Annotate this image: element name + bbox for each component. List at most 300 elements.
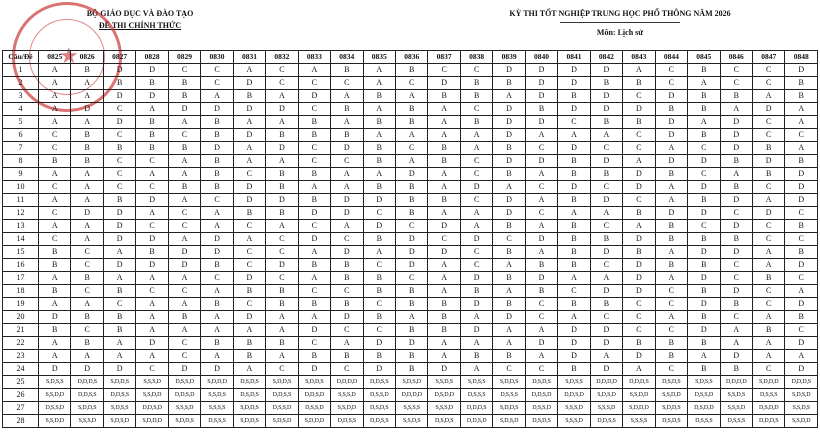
answer-cell: C xyxy=(71,246,103,259)
answer-cell: A xyxy=(525,246,557,259)
answer-cell: C xyxy=(720,77,752,90)
answer-cell: S,D,S,D xyxy=(785,389,818,402)
answer-cell: A xyxy=(623,363,655,376)
answer-cell: D xyxy=(298,207,330,220)
answer-cell: S,D,D,S xyxy=(266,376,298,389)
table-row xyxy=(3,155,818,168)
answer-cell: C xyxy=(233,298,265,311)
answer-cell: B xyxy=(688,90,720,103)
answer-cell: C xyxy=(752,116,784,129)
answer-cell: C xyxy=(395,142,427,155)
answer-cell: A xyxy=(136,168,168,181)
question-number: 22 xyxy=(3,337,39,350)
answer-cell: A xyxy=(266,220,298,233)
answer-cell: A xyxy=(136,103,168,116)
answer-cell: D xyxy=(460,233,492,246)
answer-cell: C xyxy=(590,259,622,272)
answer-cell: S,D,D,S xyxy=(103,376,135,389)
answer-cell: D xyxy=(103,220,135,233)
answer-cell: S,S,S,S xyxy=(623,415,655,428)
answer-cell: A xyxy=(103,337,135,350)
answer-cell: C xyxy=(655,285,687,298)
answer-cell: S,S,D,S xyxy=(428,376,460,389)
answer-cell: A xyxy=(623,64,655,77)
answer-cell: D xyxy=(558,324,590,337)
answer-cell: A xyxy=(39,337,71,350)
answer-cell: D xyxy=(136,259,168,272)
answer-cell: B xyxy=(460,90,492,103)
answer-cell: B xyxy=(395,181,427,194)
exam-code-header: 0836 xyxy=(395,51,427,64)
answer-cell: C xyxy=(460,103,492,116)
answer-cell: D xyxy=(720,350,752,363)
answer-cell: A xyxy=(655,142,687,155)
answer-cell: S,S,D,S xyxy=(720,389,752,402)
answer-cell: B xyxy=(688,194,720,207)
answer-cell: C xyxy=(233,220,265,233)
answer-cell: C xyxy=(752,363,784,376)
answer-cell: C xyxy=(103,129,135,142)
question-number: 13 xyxy=(3,220,39,233)
answer-cell: D,S,S,S xyxy=(493,389,525,402)
answer-cell: B xyxy=(71,311,103,324)
answer-cell: D xyxy=(136,64,168,77)
answer-cell: A xyxy=(428,259,460,272)
answer-cell: D,S,D,S xyxy=(363,402,395,415)
answer-cell: C xyxy=(590,142,622,155)
answer-cell: S,D,D,S xyxy=(493,402,525,415)
answer-cell: D xyxy=(428,363,460,376)
answer-rows xyxy=(3,64,818,428)
answer-cell: A xyxy=(331,90,363,103)
answer-cell: B xyxy=(428,90,460,103)
table-row xyxy=(3,142,818,155)
answer-cell: C xyxy=(493,363,525,376)
answer-cell: D xyxy=(460,272,492,285)
answer-cell: B xyxy=(233,350,265,363)
answer-cell: D xyxy=(752,207,784,220)
answer-cell: C xyxy=(168,220,200,233)
answer-cell: D xyxy=(558,181,590,194)
answer-cell: B xyxy=(493,272,525,285)
answer-cell: B xyxy=(233,337,265,350)
answer-cell: D xyxy=(525,64,557,77)
answer-cell: C xyxy=(331,324,363,337)
answer-cell: A xyxy=(71,194,103,207)
answer-cell: D,D,S,S xyxy=(71,389,103,402)
answer-cell: A xyxy=(428,129,460,142)
answer-cell: C xyxy=(460,259,492,272)
answer-cell: C xyxy=(39,181,71,194)
answer-cell: A xyxy=(460,363,492,376)
answer-cell: A xyxy=(39,90,71,103)
issuer-block xyxy=(40,8,240,32)
answer-cell: A xyxy=(428,168,460,181)
answer-cell: B xyxy=(233,90,265,103)
answer-cell: S,S,D,D xyxy=(39,389,71,402)
answer-cell: D xyxy=(493,129,525,142)
answer-cell: B xyxy=(266,181,298,194)
answer-cell: B xyxy=(752,272,784,285)
answer-cell: A xyxy=(428,181,460,194)
answer-cell: S,D,S,S xyxy=(460,376,492,389)
answer-cell: D,D,D,S xyxy=(623,376,655,389)
answer-cell: C xyxy=(395,272,427,285)
answer-cell: S,S,S,D xyxy=(136,376,168,389)
answer-cell: B xyxy=(785,90,818,103)
answer-cell: A xyxy=(39,64,71,77)
answer-cell: C xyxy=(71,324,103,337)
exam-code-header: 0842 xyxy=(590,51,622,64)
answer-cell: D xyxy=(623,272,655,285)
subject-line xyxy=(430,27,810,39)
answer-cell: D,D,S,D xyxy=(558,389,590,402)
answer-cell: A xyxy=(331,220,363,233)
answer-cell: A xyxy=(688,350,720,363)
answer-cell: B xyxy=(103,285,135,298)
answer-cell: B xyxy=(298,298,330,311)
answer-cell: A xyxy=(39,77,71,90)
answer-cell: A xyxy=(39,194,71,207)
answer-cell: A xyxy=(136,207,168,220)
answer-cell: D xyxy=(395,168,427,181)
answer-cell: D xyxy=(752,103,784,116)
answer-cell: A xyxy=(720,103,752,116)
answer-cell: A xyxy=(233,363,265,376)
answer-cell: D xyxy=(363,337,395,350)
answer-cell: A xyxy=(752,246,784,259)
answer-cell: C xyxy=(298,103,330,116)
answer-cell: B xyxy=(428,324,460,337)
table-row xyxy=(3,376,818,389)
answer-cell: A xyxy=(428,285,460,298)
answer-cell: B xyxy=(655,259,687,272)
answer-cell: A xyxy=(39,298,71,311)
answer-cell: A xyxy=(168,168,200,181)
answer-cell: C xyxy=(623,129,655,142)
answer-cell: D,S,S,S xyxy=(460,389,492,402)
answer-cell: C xyxy=(39,233,71,246)
answer-cell: C xyxy=(525,311,557,324)
answer-cell: A xyxy=(395,90,427,103)
answer-cell: A xyxy=(525,168,557,181)
answer-cell: C xyxy=(590,220,622,233)
answer-cell: B xyxy=(266,168,298,181)
answer-cell: A xyxy=(720,324,752,337)
answer-cell: A xyxy=(168,272,200,285)
question-number: 21 xyxy=(3,324,39,337)
answer-cell: B xyxy=(558,233,590,246)
answer-cell: A xyxy=(266,350,298,363)
answer-cell: A xyxy=(363,129,395,142)
answer-cell: B xyxy=(428,142,460,155)
answer-cell: D,S,D,S xyxy=(525,415,557,428)
answer-cell: D xyxy=(201,363,233,376)
answer-cell: D xyxy=(201,103,233,116)
answer-cell: B xyxy=(493,298,525,311)
answer-cell: D xyxy=(720,220,752,233)
answer-cell: C xyxy=(785,324,818,337)
answer-cell: B xyxy=(136,77,168,90)
answer-cell: B xyxy=(331,103,363,116)
answer-cell: B xyxy=(395,116,427,129)
answer-cell: D xyxy=(688,181,720,194)
answer-cell: B xyxy=(298,350,330,363)
answer-cell: B xyxy=(688,103,720,116)
answer-cell: B xyxy=(331,129,363,142)
ministry-name: BỘ GIÁO DỤC VÀ ĐÀO TẠO xyxy=(86,9,194,18)
answer-cell: C xyxy=(363,207,395,220)
table-row xyxy=(3,181,818,194)
answer-cell: S,D,S,S xyxy=(39,376,71,389)
answer-cell: C xyxy=(136,363,168,376)
answer-cell: B xyxy=(266,129,298,142)
answer-cell: A xyxy=(103,272,135,285)
answer-cell: D,S,S,D xyxy=(525,402,557,415)
answer-cell: B xyxy=(298,116,330,129)
answer-cell: D xyxy=(395,337,427,350)
answer-cell: B xyxy=(590,233,622,246)
answer-cell: C xyxy=(201,194,233,207)
answer-cell: B xyxy=(201,337,233,350)
answer-cell: D xyxy=(39,363,71,376)
answer-cell: D xyxy=(590,285,622,298)
answer-cell: D xyxy=(298,363,330,376)
answer-cell: B xyxy=(428,194,460,207)
answer-cell: A xyxy=(233,233,265,246)
answer-cell: C xyxy=(720,207,752,220)
answer-cell: B xyxy=(103,194,135,207)
answer-cell: B xyxy=(623,337,655,350)
answer-cell: C xyxy=(623,90,655,103)
answer-cell: A xyxy=(525,350,557,363)
answer-cell: C xyxy=(71,285,103,298)
table-row xyxy=(3,90,818,103)
answer-cell: D xyxy=(590,363,622,376)
answer-cell: D xyxy=(525,77,557,90)
answer-cell: A xyxy=(623,155,655,168)
answer-cell: C xyxy=(298,337,330,350)
answer-cell: B xyxy=(590,298,622,311)
answer-cell: D xyxy=(331,194,363,207)
answer-cell: B xyxy=(752,324,784,337)
answer-cell: D,S,S,S xyxy=(201,415,233,428)
answer-cell: S,S,D,D xyxy=(39,415,71,428)
answer-cell: B xyxy=(331,298,363,311)
answer-cell: D,D,D,D xyxy=(720,376,752,389)
answer-cell: C xyxy=(395,220,427,233)
exam-code-header: 0840 xyxy=(525,51,557,64)
answer-cell: A xyxy=(71,350,103,363)
answer-cell: S,S,S,S xyxy=(395,402,427,415)
answer-cell: B xyxy=(266,207,298,220)
answer-cell: A xyxy=(525,129,557,142)
answer-cell: A xyxy=(428,272,460,285)
answer-cell: D,D,S,S xyxy=(103,389,135,402)
answer-cell: B xyxy=(460,116,492,129)
exam-code-header: 0835 xyxy=(363,51,395,64)
answer-cell: A xyxy=(752,350,784,363)
answer-cell: D xyxy=(525,272,557,285)
answer-cell: A xyxy=(39,272,71,285)
answer-cell: A xyxy=(460,311,492,324)
answer-cell: S,D,D,D xyxy=(201,376,233,389)
answer-cell: B xyxy=(493,168,525,181)
answer-cell: B xyxy=(201,168,233,181)
answer-cell: A xyxy=(103,246,135,259)
answer-cell: A xyxy=(395,129,427,142)
answer-cell: A xyxy=(460,129,492,142)
answer-cell: D xyxy=(493,207,525,220)
answer-cell: D xyxy=(558,142,590,155)
answer-cell: D xyxy=(395,259,427,272)
answer-cell: B xyxy=(558,168,590,181)
answer-cell: B xyxy=(558,90,590,103)
question-number: 15 xyxy=(3,246,39,259)
table-row xyxy=(3,402,818,415)
answer-cell: D,D,D,S xyxy=(785,376,818,389)
answer-cell: S,D,S,D xyxy=(590,389,622,402)
answer-cell: C xyxy=(655,298,687,311)
answer-cell: D xyxy=(623,233,655,246)
exam-code-header: 0837 xyxy=(428,51,460,64)
answer-cell: C xyxy=(363,298,395,311)
answer-cell: B xyxy=(623,116,655,129)
answer-cell: B xyxy=(395,324,427,337)
answer-cell: A xyxy=(201,90,233,103)
answer-cell: C xyxy=(39,129,71,142)
answer-cell: S,D,D,S xyxy=(168,415,200,428)
answer-cell: A xyxy=(168,155,200,168)
answer-cell: D xyxy=(201,142,233,155)
answer-cell: C xyxy=(168,350,200,363)
answer-cell: B xyxy=(363,155,395,168)
answer-cell: D,D,S,D xyxy=(460,415,492,428)
answer-cell: D xyxy=(493,194,525,207)
answer-cell: D,S,S,S xyxy=(752,389,784,402)
answer-cell: D xyxy=(623,168,655,181)
answer-cell: A xyxy=(298,272,330,285)
answer-cell: C xyxy=(720,272,752,285)
answer-cell: D xyxy=(395,246,427,259)
table-row xyxy=(3,168,818,181)
answer-cell: D xyxy=(785,181,818,194)
subject-label: Môn: xyxy=(596,28,616,37)
answer-cell: C xyxy=(752,77,784,90)
header-row xyxy=(3,51,818,64)
answer-cell: B xyxy=(233,207,265,220)
answer-cell: S,D,S,D xyxy=(493,415,525,428)
answer-cell: B xyxy=(558,220,590,233)
answer-cell: B xyxy=(395,285,427,298)
question-number: 8 xyxy=(3,155,39,168)
answer-cell: D xyxy=(266,194,298,207)
answer-cell: C xyxy=(428,233,460,246)
answer-cell: B xyxy=(71,64,103,77)
answer-cell: C xyxy=(460,64,492,77)
exam-code-header: 0838 xyxy=(460,51,492,64)
answer-cell: C xyxy=(168,337,200,350)
answer-cell: D xyxy=(558,77,590,90)
answer-cell: B xyxy=(623,246,655,259)
answer-cell: B xyxy=(493,350,525,363)
answer-cell: C xyxy=(655,363,687,376)
answer-cell: C xyxy=(201,272,233,285)
answer-cell: A xyxy=(39,350,71,363)
answer-cell: B xyxy=(395,350,427,363)
answer-cell: D,S,S,D xyxy=(688,389,720,402)
answer-cell: S,S,S,D xyxy=(428,402,460,415)
answer-cell: C xyxy=(525,363,557,376)
answer-cell: D xyxy=(71,103,103,116)
answer-cell: D xyxy=(136,194,168,207)
answer-cell: S,D,S,D xyxy=(395,376,427,389)
answer-cell: B xyxy=(623,207,655,220)
answer-cell: A xyxy=(590,272,622,285)
answer-cell: D xyxy=(298,324,330,337)
answer-cell: B xyxy=(331,64,363,77)
corner-header: Câu/Đề xyxy=(3,51,39,64)
question-number: 4 xyxy=(3,103,39,116)
answer-cell: D xyxy=(525,337,557,350)
answer-cell: C xyxy=(752,181,784,194)
answer-cell: D,S,D,S xyxy=(655,415,687,428)
answer-cell: D xyxy=(233,194,265,207)
answer-cell: D,S,S,D xyxy=(39,402,71,415)
answer-cell: D xyxy=(688,155,720,168)
answer-cell: D,S,S,S xyxy=(720,415,752,428)
answer-cell: C xyxy=(460,194,492,207)
answer-cell: B xyxy=(493,246,525,259)
answer-cell: D xyxy=(233,272,265,285)
answer-cell: A xyxy=(688,77,720,90)
answer-cell: A xyxy=(395,155,427,168)
answer-cell: D,S,D,S xyxy=(428,415,460,428)
answer-cell: B xyxy=(363,116,395,129)
exam-code-header: 0825 xyxy=(39,51,71,64)
answer-cell: S,D,D,S xyxy=(655,402,687,415)
answer-cell: A xyxy=(752,194,784,207)
answer-cell: D xyxy=(460,298,492,311)
question-number: 11 xyxy=(3,194,39,207)
answer-cell: A xyxy=(428,103,460,116)
answer-cell: D xyxy=(558,350,590,363)
answer-cell: C xyxy=(39,142,71,155)
answer-cell: B xyxy=(201,298,233,311)
answer-cell: D xyxy=(655,129,687,142)
answer-cell: A xyxy=(71,77,103,90)
answer-cell: C xyxy=(785,233,818,246)
exam-code-header: 0841 xyxy=(558,51,590,64)
answer-cell: D,S,D,S xyxy=(233,389,265,402)
answer-cell: B xyxy=(39,324,71,337)
answer-cell: A xyxy=(752,311,784,324)
answer-cell: A xyxy=(71,181,103,194)
answer-cell: D xyxy=(623,181,655,194)
answer-cell: C xyxy=(720,311,752,324)
answer-cell: C xyxy=(623,311,655,324)
answer-cell: S,S,S,D xyxy=(71,415,103,428)
answer-cell: C xyxy=(39,207,71,220)
answer-cell: D xyxy=(103,90,135,103)
question-number: 14 xyxy=(3,233,39,246)
question-number: 5 xyxy=(3,116,39,129)
answer-cell: B xyxy=(525,285,557,298)
answer-cell: D xyxy=(590,103,622,116)
answer-cell: B xyxy=(39,246,71,259)
answer-cell: A xyxy=(558,272,590,285)
answer-cell: D xyxy=(71,363,103,376)
